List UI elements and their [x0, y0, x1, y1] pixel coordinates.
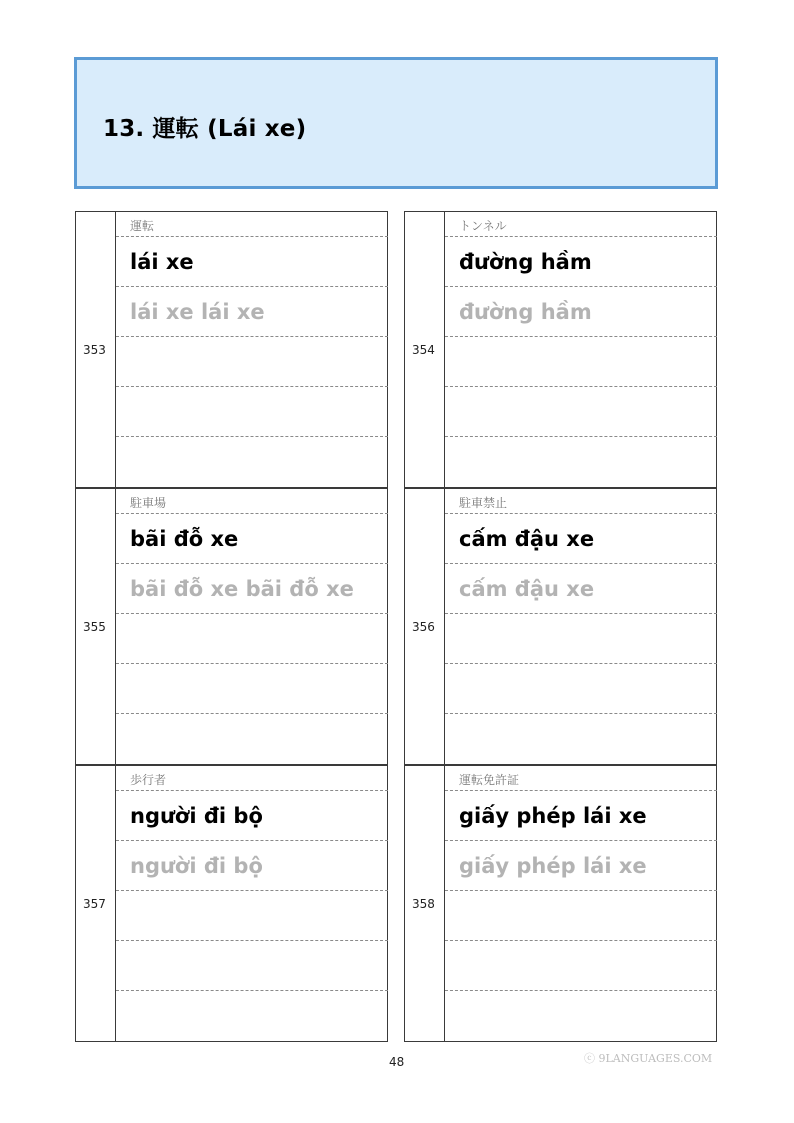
japanese-hint: 運転	[130, 219, 155, 233]
vocab-card	[75, 488, 388, 765]
writing-line[interactable]	[445, 891, 717, 941]
entry-number: 353	[83, 343, 106, 357]
example-row	[116, 791, 388, 841]
vietnamese-word: người đi bộ	[130, 804, 263, 828]
japanese-hint: 運転免許証	[459, 773, 520, 787]
writing-line[interactable]	[116, 614, 388, 664]
entry-number: 357	[83, 897, 106, 911]
example-row	[445, 237, 717, 287]
writing-line[interactable]	[116, 664, 388, 714]
writing-line[interactable]	[445, 991, 717, 1041]
hint-row	[116, 489, 388, 514]
number-column	[76, 212, 116, 487]
trace-word: đường hầm	[459, 300, 592, 324]
trace-word: cấm đậu xe	[459, 577, 595, 601]
vietnamese-word: đường hầm	[459, 250, 592, 274]
number-column	[405, 489, 445, 764]
chapter-header	[74, 57, 718, 189]
trace-word: người đi bộ	[130, 854, 263, 878]
trace-row	[445, 841, 717, 891]
hint-row	[445, 489, 717, 514]
trace-row	[116, 841, 388, 891]
number-column	[405, 212, 445, 487]
hint-row	[445, 766, 717, 791]
japanese-hint: 駐車場	[130, 496, 167, 510]
vocab-card	[75, 211, 388, 488]
page-number: 48	[389, 1055, 405, 1069]
trace-row	[445, 564, 717, 614]
writing-line[interactable]	[445, 437, 717, 487]
writing-line[interactable]	[445, 664, 717, 714]
trace-row	[116, 287, 388, 337]
hint-row	[116, 212, 388, 237]
trace-row	[116, 564, 388, 614]
vocab-card	[404, 488, 717, 765]
hint-row	[445, 212, 717, 237]
writing-line[interactable]	[445, 387, 717, 437]
hint-row	[116, 766, 388, 791]
writing-line[interactable]	[116, 437, 388, 487]
writing-line[interactable]	[116, 941, 388, 991]
example-row	[116, 514, 388, 564]
writing-line[interactable]	[445, 714, 717, 764]
writing-line[interactable]	[445, 614, 717, 664]
example-row	[445, 791, 717, 841]
vocab-card	[75, 765, 388, 1042]
example-row	[445, 514, 717, 564]
vocab-card	[404, 765, 717, 1042]
vocab-card	[404, 211, 717, 488]
writing-line[interactable]	[116, 714, 388, 764]
chapter-title: 13. 運転 (Lái xe)	[103, 116, 307, 142]
vietnamese-word: cấm đậu xe	[459, 527, 595, 551]
entry-number: 354	[412, 343, 435, 357]
writing-line[interactable]	[116, 337, 388, 387]
number-column	[76, 766, 116, 1041]
number-column	[76, 489, 116, 764]
trace-word: bãi đỗ xe bãi đỗ xe	[130, 577, 354, 601]
writing-line[interactable]	[116, 891, 388, 941]
japanese-hint: 歩行者	[130, 773, 167, 787]
writing-line[interactable]	[445, 337, 717, 387]
trace-row	[445, 287, 717, 337]
japanese-hint: トンネル	[459, 219, 507, 233]
copyright-notice: ⓒ 9LANGUAGES.COM	[584, 1052, 713, 1065]
trace-word: lái xe lái xe	[130, 300, 265, 324]
entry-number: 355	[83, 620, 106, 634]
entry-number: 358	[412, 897, 435, 911]
japanese-hint: 駐車禁止	[459, 496, 508, 510]
writing-line[interactable]	[116, 387, 388, 437]
example-row	[116, 237, 388, 287]
entry-number: 356	[412, 620, 435, 634]
number-column	[405, 766, 445, 1041]
trace-word: giấy phép lái xe	[459, 854, 647, 878]
vietnamese-word: bãi đỗ xe	[130, 527, 239, 551]
writing-line[interactable]	[445, 941, 717, 991]
writing-line[interactable]	[116, 991, 388, 1041]
vietnamese-word: giấy phép lái xe	[459, 804, 647, 828]
vietnamese-word: lái xe	[130, 250, 194, 274]
